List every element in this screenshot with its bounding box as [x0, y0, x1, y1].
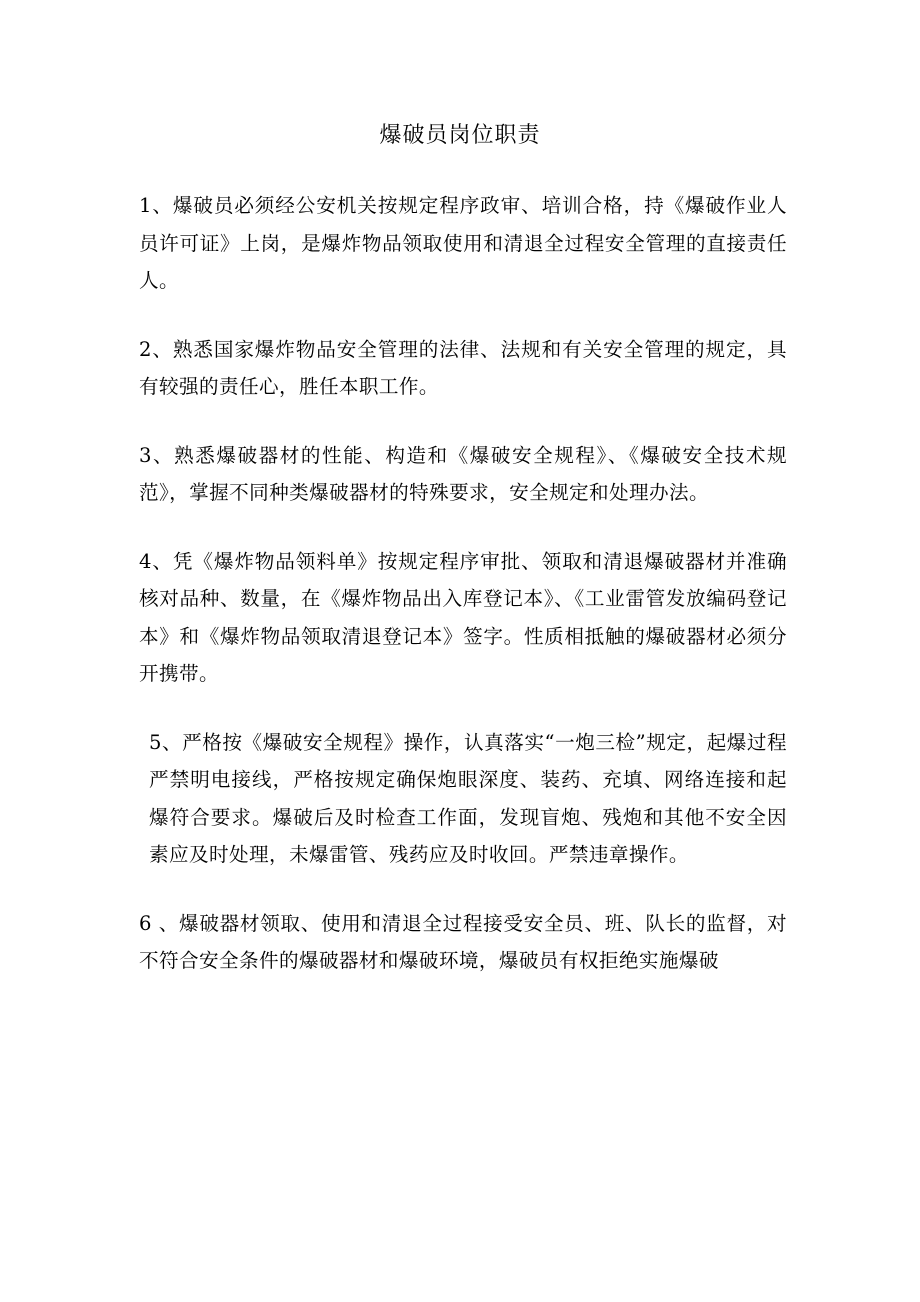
paragraph-1: 1、爆破员必须经公安机关按规定程序政审、培训合格，持《爆破作业人员许可证》上岗，是爆炸物品领取使用和清退全过程安全管理的直接责任人。 [139, 194, 787, 292]
paragraph-4: 4、凭《爆炸物品领料单》按规定程序审批、领取和清退爆破器材并准确核对品种、数量，在《爆炸物品出入库登记本》、《工业雷管发放编码登记本》和《爆炸物品领取清退登记本》签字。性质相抵触的爆破器材必须分开携带。 [139, 549, 787, 685]
document-body [139, 187, 787, 1011]
page-title: 爆破员岗位职责 [379, 123, 541, 148]
paragraph-2: 2、熟悉国家爆炸物品安全管理的法律、法规和有关安全管理的规定，具有较强的责任心，胜任本职工作。 [139, 337, 787, 398]
paragraph-6: 6 、爆破器材领取、使用和清退全过程接受安全员、班、队长的监督，对不符合安全条件的爆破器材和爆破环境，爆破员有权拒绝实施爆破 [139, 911, 787, 972]
paragraph-3: 3、熟悉爆破器材的性能、构造和《爆破安全规程》、《爆破安全技术规范》，掌握不同种类爆破器材的特殊要求，安全规定和处理办法。 [139, 443, 787, 504]
paragraph-5: 5、严格按《爆破安全规程》操作，认真落实“一炮三检”规定，起爆过程严禁明电接线，严格按规定确保炮眼深度、装药、充填、网络连接和起爆符合要求。爆破后及时检查工作面，发现盲炮、残炮和其他不安全因素应及时处理，未爆雷管、残药应及时收回。严禁违章操作。 [149, 730, 787, 866]
